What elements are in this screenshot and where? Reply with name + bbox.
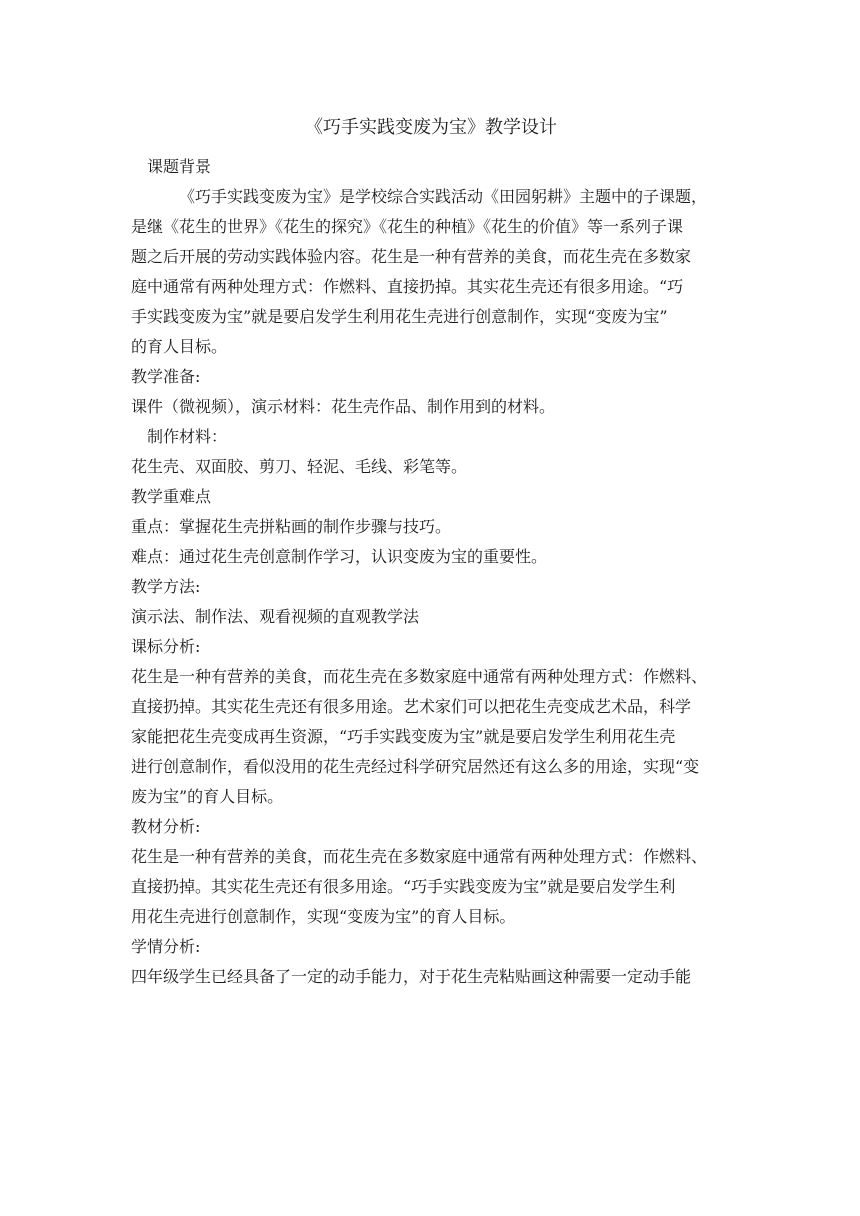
document-page (131, 116, 731, 992)
keypoints-heading: 教学重难点 (131, 487, 212, 506)
materials-text: 花生壳、双面胶、剪刀、轻泥、毛线、彩笔等。 (131, 457, 468, 476)
paragraph-line: 花生是一种有营养的美食，而花生壳在多数家庭中通常有两种处理方式：作燃料、 (131, 667, 708, 686)
paragraph-line: 进行创意制作，看似没用的花生壳经过科学研究居然还有这么多的用途，实现“变 (131, 757, 700, 776)
methods-heading: 教学方法: (131, 577, 201, 596)
textbook-paragraph (131, 842, 731, 932)
paragraph-line: 四年级学生已经具备了一定的动手能力，对于花生壳粘贴画这种需要一定动手能 (131, 967, 692, 986)
methods-text: 演示法、制作法、观看视频的直观教学法 (131, 607, 420, 626)
prep-text: 课件（微视频），演示材料：花生壳作品、制作用到的材料。 (131, 397, 556, 416)
paragraph-line: 家能把花生壳变成再生资源，“巧手实践变废为宝”就是要启发学生利用花生壳 (131, 727, 676, 746)
background-heading: 课题背景 (147, 157, 212, 176)
standard-heading: 课标分析: (131, 637, 201, 656)
paragraph-line: 《巧手实践变废为宝》是学校综合实践活动《田园躬耕》主题中的子课题， (179, 187, 708, 206)
paragraph-line: 直接扔掉。其实花生壳还有很多用途。艺术家们可以把花生壳变成艺术品，科学 (131, 697, 692, 716)
paragraph-line: 的育人目标。 (131, 337, 228, 356)
materials-heading: 制作材料： (147, 427, 228, 446)
paragraph-line: 花生是一种有营养的美食，而花生壳在多数家庭中通常有两种处理方式：作燃料、 (131, 847, 708, 866)
document-title: 《巧手实践变废为宝》教学设计 (305, 117, 557, 138)
paragraph-line: 是继《花生的世界》《花生的探究》《花生的种植》《花生的价值》等一系列子课 (131, 217, 684, 236)
paragraph-line: 直接扔掉。其实花生壳还有很多用途。“巧手实践变废为宝”就是要启发学生利 (131, 877, 676, 896)
paragraph-line: 手实践变废为宝”就是要启发学生利用花生壳进行创意制作，实现“变废为宝” (131, 307, 668, 326)
paragraph-line: 题之后开展的劳动实践体验内容。花生是一种有营养的美食，而花生壳在多数家 (131, 247, 692, 266)
paragraph-line: 庭中通常有两种处理方式：作燃料、直接扔掉。其实花生壳还有很多用途。“巧 (131, 277, 684, 296)
students-heading: 学情分析: (131, 937, 201, 956)
paragraph-line: 废为宝”的育人目标。 (131, 787, 284, 806)
standard-paragraph (131, 662, 731, 812)
difficulty-text: 难点：通过花生壳创意制作学习，认识变废为宝的重要性。 (131, 547, 548, 566)
keypoint-text: 重点：掌握花生壳拼粘画的制作步骤与技巧。 (131, 517, 452, 536)
students-paragraph (131, 962, 731, 992)
prep-heading: 教学准备: (131, 367, 201, 386)
paragraph-line: 用花生壳进行创意制作，实现“变废为宝”的育人目标。 (131, 907, 516, 926)
background-paragraph (131, 182, 731, 362)
textbook-heading: 教材分析: (131, 817, 201, 836)
